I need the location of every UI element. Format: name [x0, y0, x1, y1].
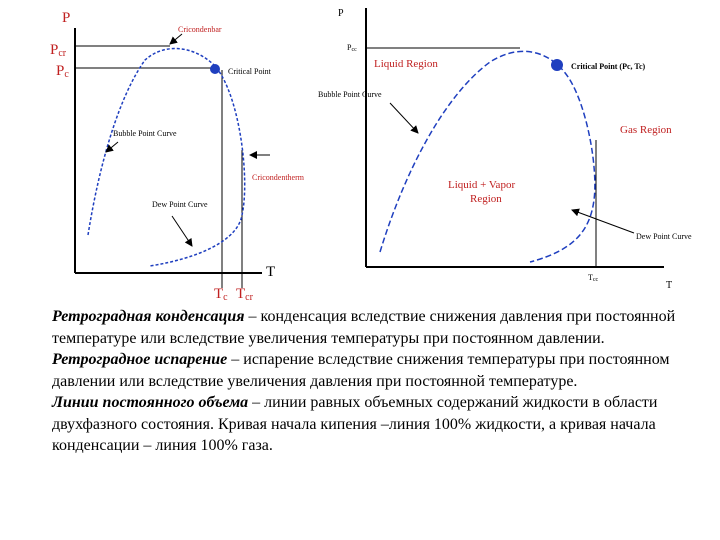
left-dew-point-label: Dew Point Curve [152, 200, 208, 209]
right-phase-envelope [380, 51, 595, 262]
left-critical-point-label: Critical Point [228, 67, 271, 76]
left-critical-point-dot [210, 64, 220, 74]
right-axis-t-label: T [666, 280, 673, 291]
definitions-text [52, 306, 702, 457]
definition-constant-volume-lines [52, 392, 702, 457]
term-retrograde-condensation: Ретроградная конденсация [52, 308, 245, 325]
right-phase-diagram [318, 8, 692, 291]
right-pcc-label: Pcc [347, 43, 357, 53]
left-bubble-point-label: Bubble Point Curve [113, 129, 177, 138]
right-bubble-point-label: Bubble Point Curve [318, 90, 382, 99]
right-gas-region-label: Gas Region [620, 124, 672, 136]
right-tcc-label: Tcc [588, 273, 599, 283]
left-phase-diagram [50, 10, 305, 300]
left-pc-label: Pc [56, 63, 69, 80]
left-dew-point-arrow [172, 216, 192, 246]
right-bubble-point-arrow [390, 103, 418, 133]
term-constant-volume-lines: Линии постоянного объема [52, 394, 249, 411]
left-axis-t-label: T [266, 264, 276, 280]
left-cricondenbar-arrow [170, 34, 182, 44]
right-liquid-vapor-region-label: Region [470, 193, 502, 205]
right-liquid-region-label: Liquid Region [374, 58, 438, 70]
term-retrograde-evaporation: Ретроградное испарение [52, 351, 228, 368]
right-dew-point-arrow [572, 210, 634, 233]
left-phase-envelope [88, 49, 245, 266]
right-dew-point-label: Dew Point Curve [636, 232, 692, 241]
body-constant-volume-lines: – линии равных объемных содержаний жидкости в области двухфазного состояния. Кривая начала кипения –линия 100% жидкости, а кривая начала конденсации – линия 100% газа. [52, 394, 658, 454]
left-cricondenbar-label: Cricondenbar [178, 25, 222, 34]
left-tc-label: Tc [214, 286, 228, 300]
definition-retrograde-evaporation [52, 349, 702, 392]
right-critical-point-dot [551, 59, 563, 71]
left-tcr-label: Tcr [236, 286, 253, 300]
right-liquid-vapor-label: Liquid + Vapor [448, 179, 516, 191]
body-retrograde-condensation: – конденсация вследствие снижения давления при постоянной температуре или вследствие увеличения температуры при постоянном давлении. [52, 308, 676, 347]
left-cricondentherm-label: Cricondentherm [252, 173, 304, 182]
right-critical-point-label: Critical Point (Pc, Tc) [571, 62, 646, 71]
body-retrograde-evaporation: – испарение вследствие снижения температуры при постоянном давлении или вследствие увеличения давления при постоянной температуре. [52, 351, 670, 390]
left-axis-p-label: P [62, 10, 71, 26]
left-pcr-label: Pcr [50, 42, 67, 59]
definition-retrograde-condensation [52, 306, 702, 349]
right-axis-p-label: P [338, 8, 344, 19]
